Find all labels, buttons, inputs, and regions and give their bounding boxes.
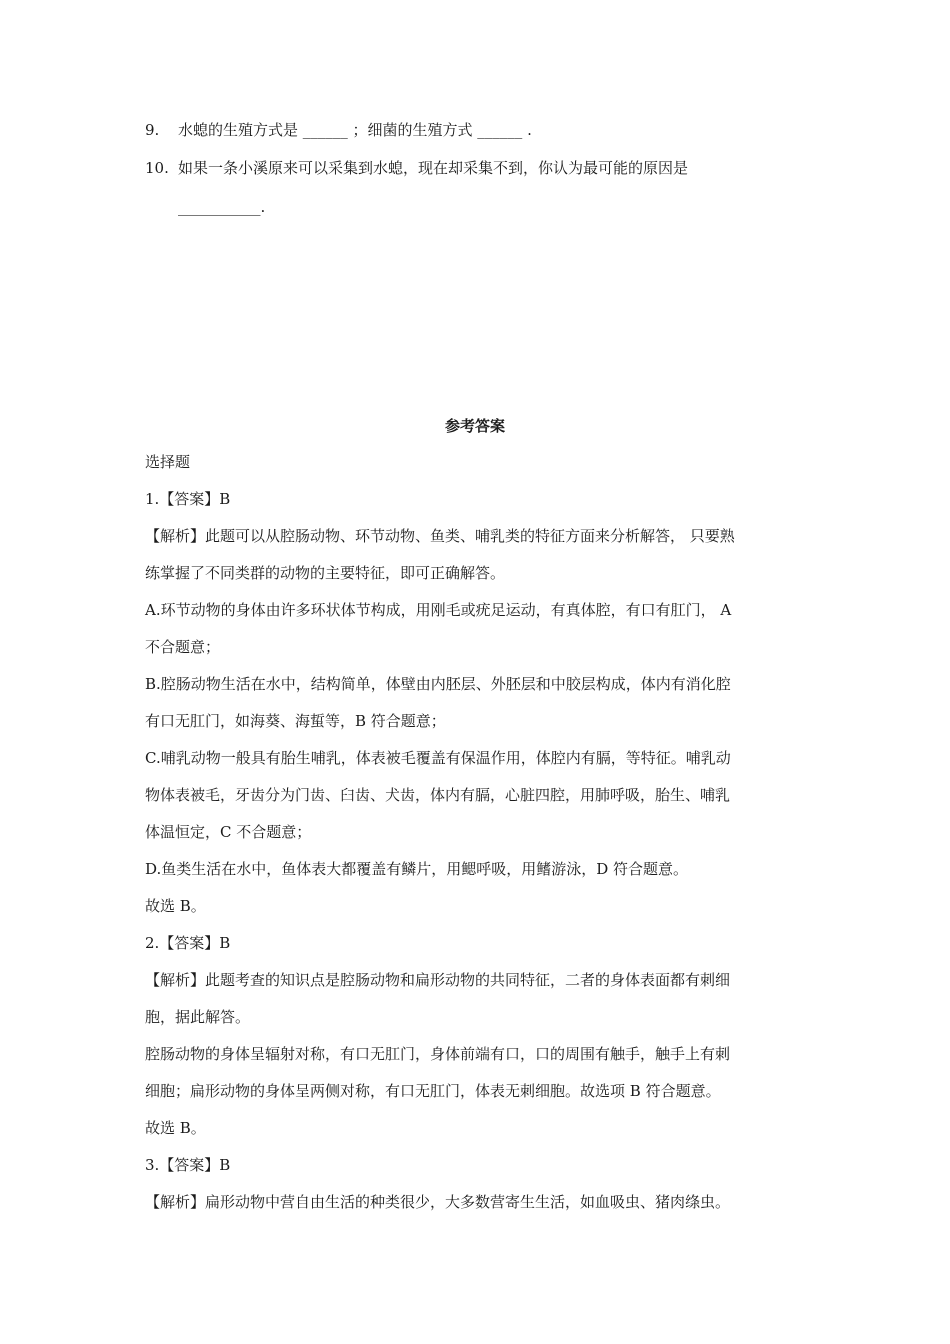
question-10 bbox=[145, 158, 688, 178]
answer-line: A.环节动物的身体由许多环状体节构成，用刚毛或疣足运动，有真体腔，有口有肛门， A bbox=[145, 601, 732, 619]
answer-line: 2.【答案】B bbox=[145, 934, 231, 952]
question-10-blank: ___________. bbox=[178, 198, 266, 216]
answer-line: 胞，据此解答。 bbox=[145, 1008, 251, 1026]
answer-line: 1.【答案】B bbox=[145, 490, 231, 508]
question-number: 10. bbox=[145, 159, 169, 177]
answer-line: D.鱼类生活在水中，鱼体表大都覆盖有鳞片，用鳃呼吸，用鳍游泳，D 符合题意。 bbox=[145, 860, 689, 878]
answer-line: 【解析】此题可以从腔肠动物、环节动物、鱼类、哺乳类的特征方面来分析解答， 只要熟 bbox=[145, 527, 735, 545]
answer-line: 细胞；扁形动物的身体呈两侧对称，有口无肛门，体表无刺细胞。故选项 B 符合题意。 bbox=[145, 1082, 721, 1100]
answer-line: 不合题意； bbox=[145, 638, 221, 656]
answer-line: 选择题 bbox=[145, 453, 191, 471]
question-9 bbox=[145, 120, 532, 140]
question-number: 9. bbox=[145, 121, 160, 139]
answer-line: B.腔肠动物生活在水中，结构简单，体壁由内胚层、外胚层和中胶层构成，体内有消化腔 bbox=[145, 675, 731, 693]
answer-line: 腔肠动物的身体呈辐射对称，有口无肛门，身体前端有口，口的周围有触手，触手上有刺 bbox=[145, 1045, 731, 1063]
answer-line: 【解析】此题考查的知识点是腔肠动物和扁形动物的共同特征，二者的身体表面都有刺细 bbox=[145, 971, 731, 989]
answer-line: 体温恒定，C 不合题意； bbox=[145, 823, 312, 841]
answer-line: C.哺乳动物一般具有胎生哺乳，体表被毛覆盖有保温作用，体腔内有膈，等特征。哺乳动 bbox=[145, 749, 731, 767]
answer-line: 【解析】扁形动物中营自由生活的种类很少，大多数营寄生生活，如血吸虫、猪肉绦虫。 bbox=[145, 1193, 731, 1211]
question-text: 水螅的生殖方式是 ______ ；细菌的生殖方式 ______ . bbox=[178, 121, 532, 139]
answer-line: 故选 B。 bbox=[145, 1119, 206, 1137]
question-text: 如果一条小溪原来可以采集到水螅，现在却采集不到，你认为最可能的原因是 bbox=[178, 159, 689, 177]
answer-line: 物体表被毛，牙齿分为门齿、臼齿、犬齿，体内有膈，心脏四腔，用肺呼吸，胎生、哺乳 bbox=[145, 786, 731, 804]
answer-line: 练掌握了不同类群的动物的主要特征，即可正确解答。 bbox=[145, 564, 506, 582]
answers-title: 参考答案 bbox=[444, 417, 505, 435]
answer-line: 故选 B。 bbox=[145, 897, 206, 915]
answer-line: 3.【答案】B bbox=[145, 1156, 231, 1174]
answer-line: 有口无肛门，如海葵、海蜇等，B 符合题意； bbox=[145, 712, 446, 730]
